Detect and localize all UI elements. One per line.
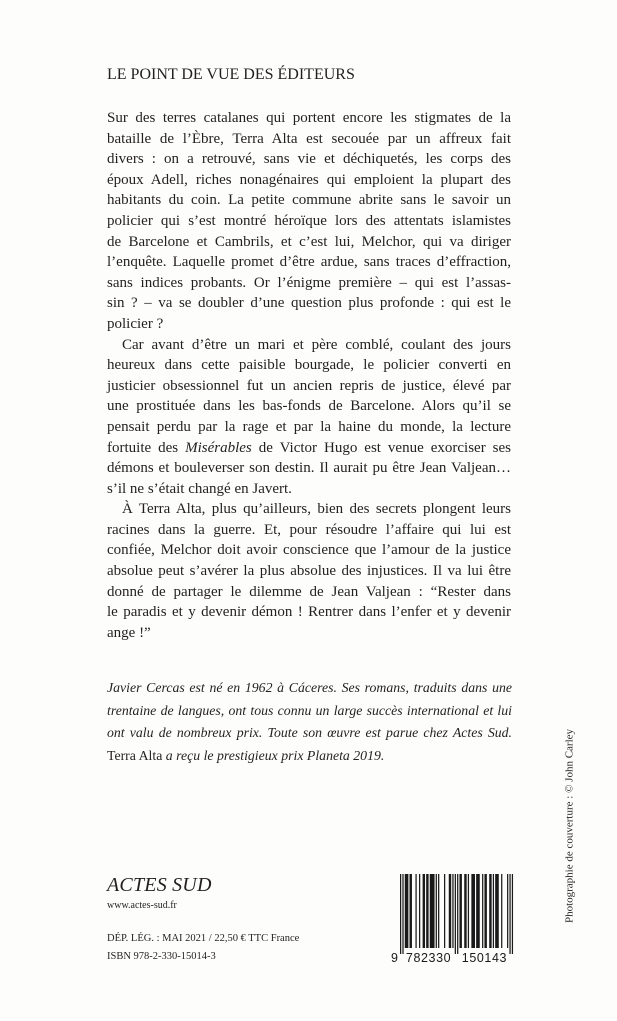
isbn-number: ISBN 978-2-330-15014-3: [107, 951, 216, 962]
blurb-line: s’il ne s’était changé en Javert.: [107, 480, 292, 497]
blurb-line: époux Adell, riches nonagénaires qui emploient la plupart des: [107, 171, 511, 188]
barcode-bar: [482, 874, 483, 948]
blurb-line: heureux dans cette paisible bourgade, le policier converti en: [107, 357, 511, 374]
barcode-bar: [455, 874, 456, 954]
blurb-line: le paradis et y devenir démon ! Rentrer dans l’enfer et y devenir: [107, 604, 511, 621]
blurb-line: de Barcelone et Cambrils, et c’est lui, Melchor, qui va diriger: [107, 233, 511, 250]
barcode-bar: [419, 874, 420, 948]
roman-text: fortuite des: [107, 439, 186, 456]
blurb-line: justicier obsessionnel fut un ancien repris de justice, élevé par: [107, 377, 511, 394]
barcode-bar: [426, 874, 428, 948]
blurb-line: À Terra Alta, plus qu’ailleurs, bien des secrets plongent leurs: [122, 501, 511, 518]
barcode-bar: [438, 874, 439, 948]
barcode-bar: [509, 874, 510, 954]
barcode-bar: [423, 874, 425, 948]
barcode-bar: [444, 874, 445, 948]
barcode-bar: [415, 874, 416, 948]
roman-text: de Victor Hugo est venue exorciser ses: [251, 439, 511, 456]
italic-text: Misérables: [185, 439, 252, 456]
barcode-bars: [400, 874, 513, 954]
blurb-line: habitants du coin. La petite commune abrite sans le savoir un: [107, 192, 511, 209]
author-biography: [107, 677, 512, 767]
blurb-line: [107, 438, 511, 459]
barcode-bar: [430, 874, 435, 948]
author-note-line: trentaine de langues, ont tous connu un large succès international et lui: [107, 702, 512, 718]
section-heading: LE POINT DE VUE DES ÉDITEURS: [107, 66, 355, 83]
barcode-bar: [507, 874, 508, 948]
barcode-bar: [493, 874, 494, 948]
barcode-bar: [436, 874, 437, 948]
publisher-logo: ACTES SUD: [107, 874, 212, 896]
blurb-line: policier qui s’est montré héroïque lors des attentats islamistes: [107, 212, 511, 229]
publisher-website: www.actes-sud.fr: [107, 900, 177, 911]
blurb-line: pensait perdu par la rage et par la haine du monde, la lecture: [107, 418, 511, 435]
barcode-bar: [471, 874, 475, 948]
author-note-line: ont valu de nombreux prix. Toute son œuvre est parue chez Actes Sud.: [107, 725, 512, 741]
author-note-line: Javier Cercas est né en 1962 à Cáceres. Ses romans, traduits dans une: [107, 680, 512, 695]
barcode-digits-left: 782330: [405, 951, 452, 965]
barcode-bar: [501, 874, 502, 948]
blurb-line: Sur des terres catalanes qui portent encore les stigmates de la: [107, 110, 511, 126]
barcode-bar: [410, 874, 412, 948]
barcode-bar: [459, 874, 461, 948]
publisher-blurb: [107, 108, 511, 643]
blurb-line: ange !”: [107, 624, 151, 641]
barcode-digits-right: 150143: [461, 951, 508, 965]
blurb-line: bataille de l’Èbre, Terra Alta est secouée par un affreux fait: [107, 130, 511, 147]
blurb-line: démons et bouleverser son destin. Il aurait pu être Jean Valjean…: [107, 460, 511, 477]
blurb-paragraph: [107, 108, 511, 335]
author-note-line: [107, 745, 512, 768]
roman-text: Terra Alta: [107, 747, 163, 763]
barcode-bar: [405, 874, 409, 948]
blurb-line: sin ? – va se doubler d’une question plus profonde : qui est le: [107, 295, 511, 312]
italic-text: a reçu le prestigieux prix Planeta 2019.: [162, 747, 385, 763]
photo-credit: Photographie de couverture : © John Carley: [563, 728, 576, 924]
blurb-line: racines dans la guerre. Et, pour résoudre l’affaire qui lui est: [107, 521, 511, 538]
blurb-line: une prostituée dans les bas-fonds de Barcelone. Alors qu’il se: [107, 398, 511, 415]
barcode-bar: [457, 874, 458, 954]
barcode-bar: [402, 874, 403, 954]
barcode: [388, 870, 516, 966]
blurb-line: divers : on a retrouvé, sans vie et déchiquetés, les corps des: [107, 151, 511, 168]
barcode-bar: [464, 874, 466, 948]
blurb-line: policier ?: [107, 315, 164, 332]
blurb-line: l’enquête. Laquelle promet d’être ardue, sans traces d’effraction,: [107, 254, 511, 271]
barcode-bar: [449, 874, 451, 948]
blurb-line: Car avant d’être un mari et père comblé, coulant des jours: [122, 336, 511, 353]
barcode-bar: [495, 874, 499, 948]
blurb-line: confiée, Melchor doit avoir conscience que l’amour de la justice: [107, 542, 511, 559]
blurb-line: sans indices probants. Or l’énigme première – qui est l’assas-: [107, 274, 511, 291]
blurb-paragraph: [107, 499, 511, 643]
blurb-line: absolue peut s’avérer la plus absolue des injustices. Il va lui être: [107, 563, 511, 580]
blurb-paragraph: [107, 335, 511, 500]
barcode-bar: [400, 874, 401, 954]
barcode-bar: [484, 874, 486, 948]
legal-deposit-price: DÉP. LÉG. : MAI 2021 / 22,50 € TTC France: [107, 933, 300, 944]
barcode-bar: [476, 874, 480, 948]
blurb-line: donné de partager le dilemme de Jean Valjean : “Rester dans: [107, 583, 511, 600]
barcode-bar: [468, 874, 469, 948]
barcode-bar: [489, 874, 491, 948]
barcode-bar: [512, 874, 513, 954]
barcode-digit-prefix: 9: [391, 951, 399, 965]
barcode-bar: [452, 874, 453, 948]
